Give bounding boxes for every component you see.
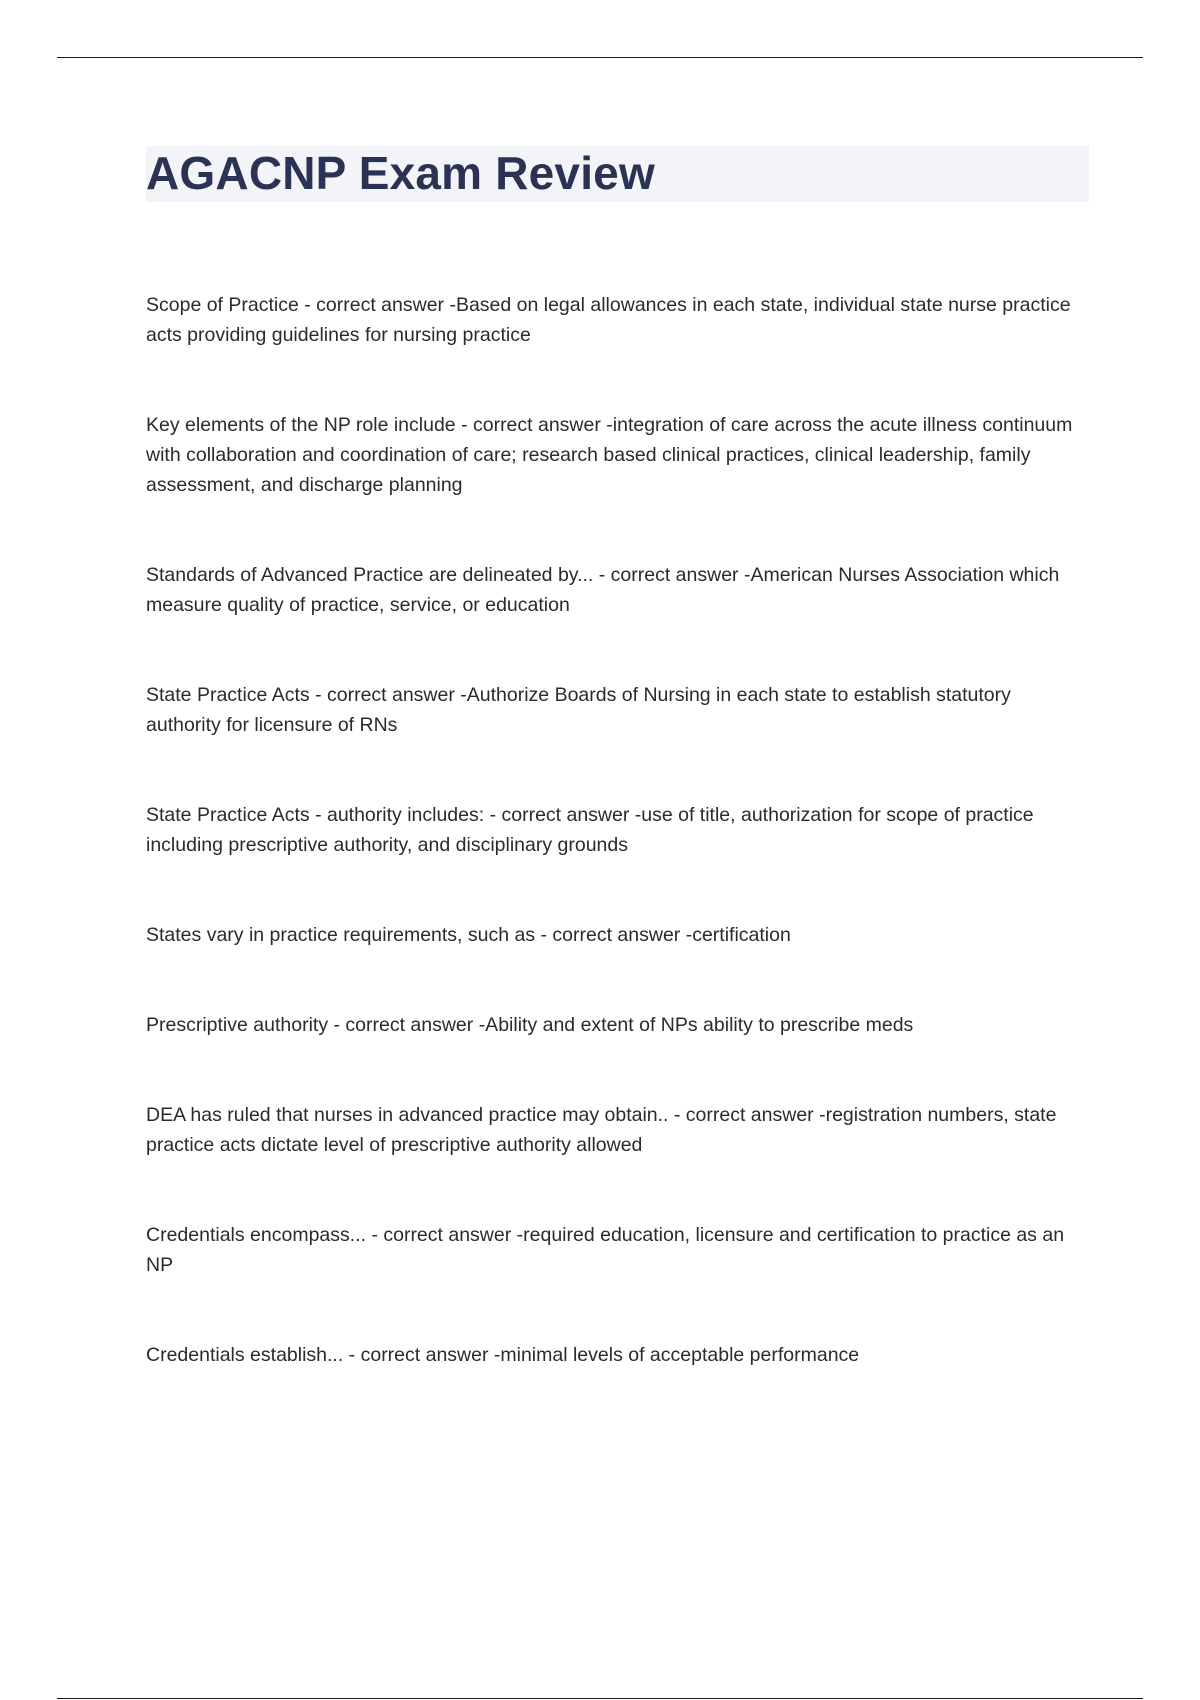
top-divider [57,57,1143,58]
document-title: AGACNP Exam Review [146,147,655,199]
qa-item-dea-registration: DEA has ruled that nurses in advanced practice may obtain.. - correct answer -registration numbers, state practice acts dictate level of prescriptive authority allowed [146,1104,1057,1156]
qa-list [146,290,1091,1430]
qa-item-prescriptive-authority: Prescriptive authority - correct answer -Ability and extent of NPs ability to prescribe meds [146,1014,914,1036]
qa-item-practice-requirements: States vary in practice requirements, such as - correct answer -certification [146,924,791,946]
qa-item-standards-advanced-practice: Standards of Advanced Practice are delineated by... - correct answer -American Nurses Association which measure quality of practice, service, or education [146,564,1060,616]
qa-item-np-role-elements: Key elements of the NP role include - correct answer -integration of care across the acute illness continuum with collaboration and coordination of care; research based clinical practices, clinical leadership, family assessment, and discharge planning [146,414,1073,496]
qa-item-credentials-encompass: Credentials encompass... - correct answer -required education, licensure and certification to practice as an NP [146,1224,1065,1276]
bottom-divider [57,1698,1143,1699]
qa-item-state-practice-acts: State Practice Acts - correct answer -Authorize Boards of Nursing in each state to establish statutory authority for licensure of RNs [146,684,1011,736]
qa-item-credentials-establish: Credentials establish... - correct answer -minimal levels of acceptable performance [146,1344,860,1366]
qa-item-scope-of-practice: Scope of Practice - correct answer -Based on legal allowances in each state, individual state nurse practice acts providing guidelines for nursing practice [146,294,1071,346]
qa-item-practice-acts-authority: State Practice Acts - authority includes: - correct answer -use of title, authorization for scope of practice including prescriptive authority, and disciplinary grounds [146,804,1034,856]
